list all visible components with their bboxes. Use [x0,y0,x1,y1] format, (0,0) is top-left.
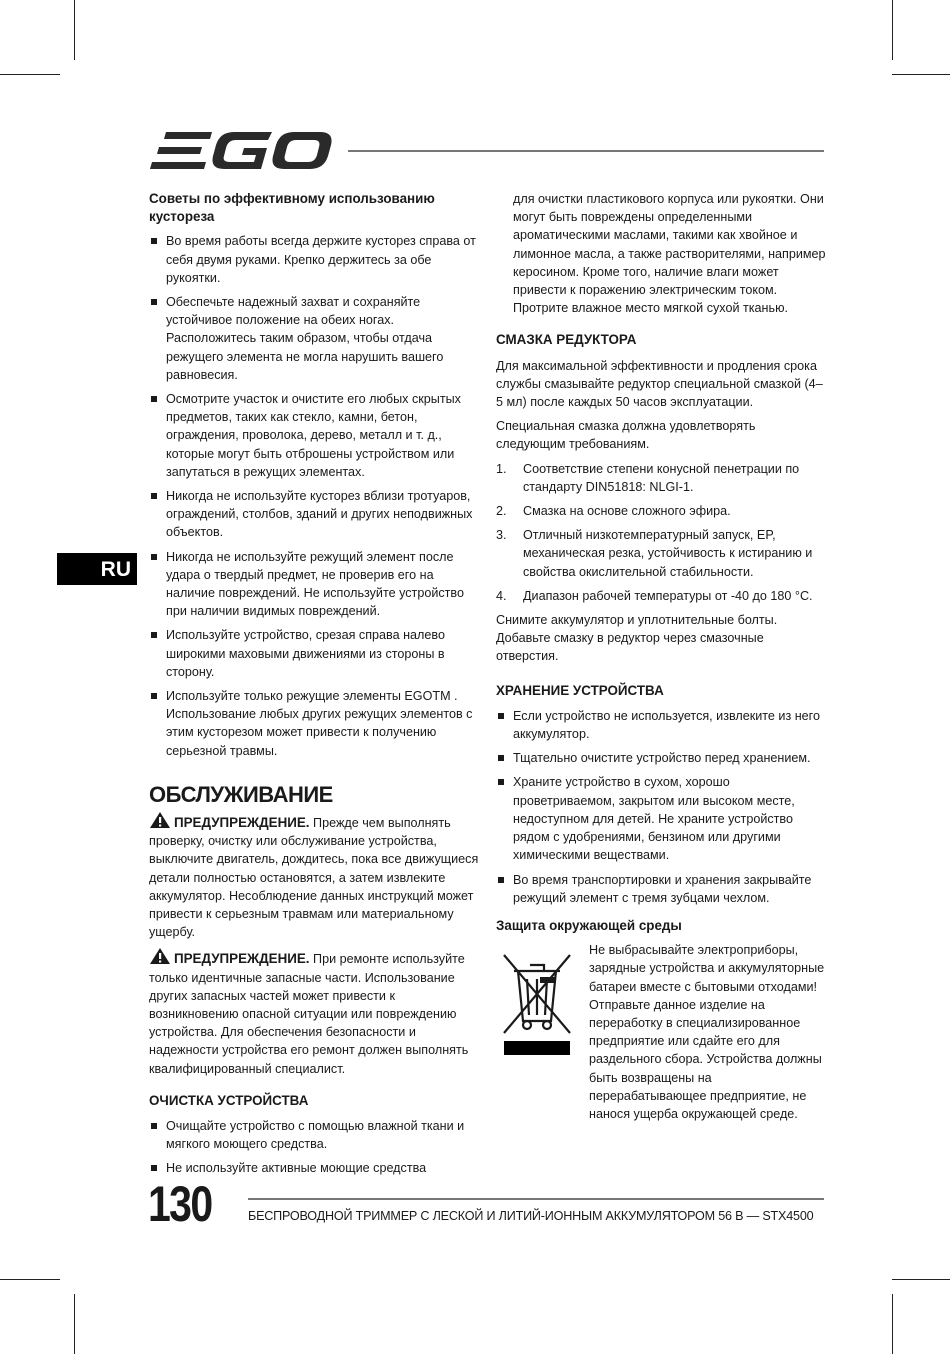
right-column [496,190,826,1123]
lube-heading: СМАЗКА РЕДУКТОРА [496,332,637,348]
list-item: Не используйте активные моющие средства [149,1159,479,1177]
lube-requirements [496,460,826,605]
crop-mark [0,74,60,75]
list-item: Очищайте устройство с помощью влажной ткани и мягкого моющего средства. [149,1117,479,1153]
env-heading: Защита окружающей среды [496,917,682,933]
list-item: Во время работы всегда держите кусторез справа от себя двумя руками. Крепко держитесь за обе рукоятки. [149,232,479,287]
warning-label: ПРЕДУПРЕЖДЕНИЕ. [174,814,310,830]
list-item: Тщательно очистите устройство перед хранением. [496,749,826,767]
lube-paragraph: Снимите аккумулятор и уплотнительные болты. Добавьте смазку в редуктор через смазочные отверстия. [496,613,778,664]
list-item [496,460,826,496]
crossed-bin-icon [496,947,578,1057]
warning-icon [149,947,171,965]
crop-mark [74,0,75,60]
tips-list [149,232,479,759]
list-item: Используйте только режущие элементы EGOTM . Использование любых других режущих элементов с этим кусторезом может привести к получению серьезной травмы. [149,687,479,760]
list-item [496,502,826,520]
item-text: Соответствие степени конусной пенетрации по стандарту DIN51818: NLGI-1. [523,461,800,494]
ego-logo [150,130,332,170]
list-item: Храните устройство в сухом, хорошо проветриваемом, закрытом или высоком месте, недоступном для детей. Не храните устройство рядом с удобрениями, бензином или другими химическими веществами. [496,773,826,864]
footer-title: БЕСПРОВОДНОЙ ТРИММЕР С ЛЕСКОЙ И ЛИТИЙ-ИОННЫМ АККУМУЛЯТОРОМ 56 В — STX4500 [248,1209,814,1223]
footer-rule [248,1198,824,1200]
warning-text: Прежде чем выполнять проверку, очистку или обслуживание устройства, выключите двигатель, дождитесь, пока все движущиеся детали полностью остановятся, а затем извлеките аккумулятор. Несоблюдение данных инструкций может привести к серьезным травмам или материальному ущербу. [149,815,479,940]
item-number: 4. [496,588,507,603]
crop-mark [892,1294,893,1354]
item-text: Отличный низкотемпературный запуск, EP, механическая резка, устойчивость к истиранию и свойства окислительной стабильности. [523,528,813,579]
list-item [496,587,826,605]
item-number: 3. [496,528,507,543]
env-text: Не выбрасывайте электроприборы, зарядные устройства и аккумуляторные батареи вместе с бытовыми отходами! Отправьте данное изделие на переработку в специализированное предприятие или сдайте его для раздельного сбора. Устройства должны быть возвращены на перерабатывающее предприятие, не нанося ущерба окружающей среде. [589,943,825,1121]
header-rule [348,150,824,152]
list-item: Никогда не используйте кусторез вблизи тротуаров, ограждений, столбов, зданий и других неподвижных объектов. [149,487,479,542]
tips-heading: Советы по эффективному использованию кустореза [149,191,435,225]
crop-mark [0,1279,60,1280]
warning-label: ПРЕДУПРЕЖДЕНИЕ. [174,951,310,967]
list-item [496,526,826,581]
list-item: Используйте устройство, срезая справа налево широкими маховыми движениями из стороны в сторону. [149,626,479,681]
crop-mark [74,1294,75,1354]
list-item: Никогда не используйте режущий элемент после удара о твердый предмет, не проверив его на наличие повреждений. Не используйте устройство при наличии видимых повреждений. [149,548,479,621]
list-item: Если устройство не используется, извлеките из него аккумулятор. [496,707,826,743]
page-number: 130 [148,1176,212,1232]
warning-paragraph [149,811,479,941]
crop-mark [892,74,950,75]
item-text: Диапазон рабочей температуры от -40 до 180 °C. [523,588,813,603]
left-column [149,190,479,1184]
warning-icon [149,811,171,829]
storage-list [496,707,826,907]
lube-paragraph: Специальная смазка должна удовлетворять следующим требованиям. [496,419,756,452]
item-number: 2. [496,504,507,519]
cleaning-continuation: для очистки пластикового корпуса или рукоятки. Они могут быть повреждены определенными ароматическими маслами, такими как хвойное и лимонное масла, а также растворителями, например керосином. Кроме того, наличие влаги может привести к поражению электрическим током. Протрите влажное место мягкой сухой тканью. [513,192,826,316]
crop-mark [892,1279,950,1280]
storage-heading: ХРАНЕНИЕ УСТРОЙСТВА [496,682,664,698]
cleaning-list [149,1117,479,1178]
warning-text: При ремонте используйте только идентичные запасные части. Использование других запасных частей может привести к возникновению опасной ситуации или повреждению устройства. Для обеспечения безопасности и надежности устройства его ремонт должен выполнять квалифицированный специалист. [149,952,469,1076]
service-heading: ОБСЛУЖИВАНИЕ [149,781,333,807]
list-item: Во время транспортировки и хранения закрывайте режущий элемент с тремя зубцами чехлом. [496,871,826,907]
list-item: Обеспечьте надежный захват и сохраняйте устойчивое положение на обеих ногах. Расположитесь таким образом, чтобы отдача режущего элемента не могла нарушить вашего равновесия. [149,293,479,384]
env-section [496,941,826,1123]
crop-mark [892,0,893,60]
item-text: Смазка на основе сложного эфира. [523,504,731,519]
language-tab: RU [57,553,137,585]
lube-paragraph: Для максимальной эффективности и продления срока службы смазывайте редуктор специальной смазкой (4–5 мл) после каждых 50 часов эксплуатации. [496,358,823,410]
warning-paragraph [149,947,479,1077]
cleaning-heading: ОЧИСТКА УСТРОЙСТВА [149,1092,309,1108]
item-number: 1. [496,461,507,476]
list-item: Осмотрите участок и очистите его любых скрытых предметов, таких как стекло, камни, бетон, ограждения, проволока, дерево, металл и т. д., которые могут быть отброшены устройством или запутаться в режущих элементах. [149,390,479,481]
